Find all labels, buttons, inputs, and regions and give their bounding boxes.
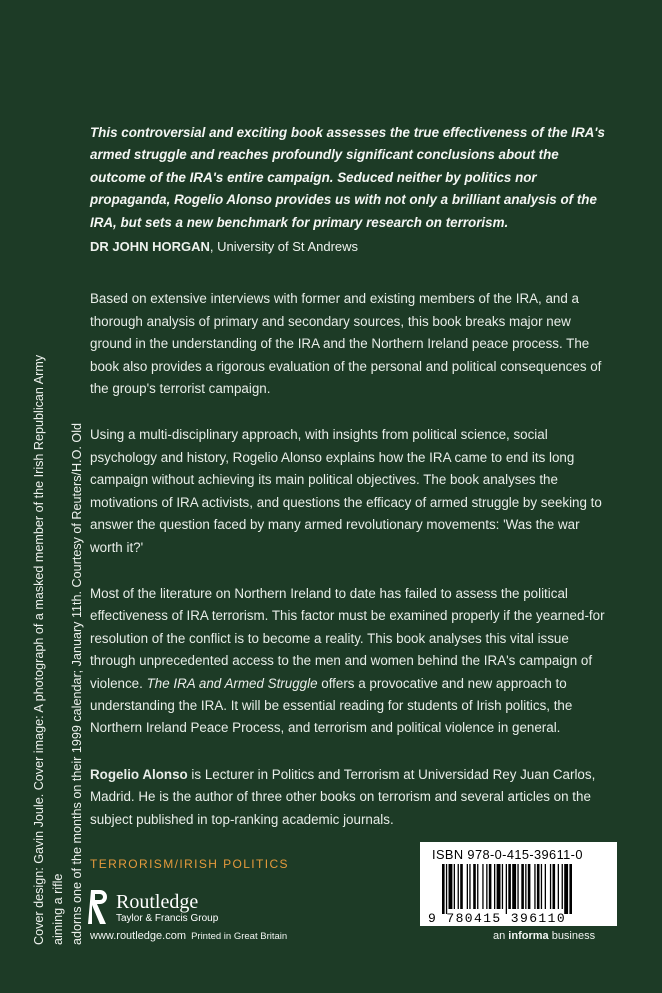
barcode-bar xyxy=(521,864,524,909)
informa-credit xyxy=(493,930,595,942)
barcode-bar xyxy=(446,864,447,914)
printed-in: Printed in Great Britain xyxy=(191,931,288,942)
back-cover-text xyxy=(90,122,615,875)
barcode-bar xyxy=(458,864,459,909)
barcode-bar xyxy=(494,864,495,909)
publisher-website xyxy=(90,930,287,942)
website-url: www.routledge.com xyxy=(90,930,186,942)
barcode-bar xyxy=(469,864,470,909)
description-p3-end: offers a provocative and new approach to understanding the IRA. It will be essential reading for students of Irish politics, the Northern Ireland Peace Process, and terrorism and political violence in general. xyxy=(90,675,573,736)
book-title: The IRA and Armed Struggle xyxy=(146,675,318,691)
endorser-affiliation: , University of St Andrews xyxy=(209,239,359,255)
barcode-bar xyxy=(454,864,455,909)
description-paragraph-1: Based on extensive interviews with former and existing members of the IRA, and a thorough analysis of primary and secondary sources, this book breaks major new ground in the understanding of the IRA and the Northern Ireland peace process. The book also provides a rigorous evaluation of the personal and political consequences of the group's terrorist campaign. xyxy=(90,291,602,397)
author-name: Rogelio Alonso xyxy=(90,766,188,782)
description-paragraph-3 xyxy=(90,583,615,740)
barcode-bar xyxy=(482,864,483,909)
barcode-bar xyxy=(569,864,572,914)
author-bio-text: is Lecturer in Politics and Terrorism at Universidad Rey Juan Carlos, Madrid. He is the author of three other books on terrorism and several articles on the subject published in top-ranking academic journals. xyxy=(90,766,596,827)
barcode-bar xyxy=(467,864,468,909)
barcode-bar xyxy=(562,864,563,909)
informa-suffix: business xyxy=(548,930,596,942)
barcode-bar xyxy=(525,864,526,909)
barcode-bars xyxy=(420,842,617,926)
barcode-bar xyxy=(558,864,559,909)
barcode-digits: 9 780415 396110 xyxy=(428,911,567,926)
isbn-label: ISBN 978-0-415-39611-0 xyxy=(432,847,583,862)
endorsement-quote: This controversial and exciting book assesses the true effectiveness of the IRA's armed struggle and reaches profoundly significant conclusions about the outcome of the IRA's entire campaign. Seduced neither by politics nor propaganda, Rogelio Alonso provides us with not only a brilliant analysis of the IRA, but sets a new benchmark for primary research on terrorism. xyxy=(90,125,605,230)
barcode-bar xyxy=(541,864,542,909)
barcode-bar xyxy=(497,864,501,909)
cover-credits xyxy=(30,325,87,945)
barcode-bar xyxy=(550,864,551,909)
publisher-group: Taylor & Francis Group xyxy=(116,912,219,924)
credit-line-2: adorns one of the months on their 1999 calendar; January 11th. Courtesy of Reuters/H.O. Old xyxy=(70,422,84,945)
routledge-r-icon xyxy=(88,888,110,928)
author-bio xyxy=(90,764,615,831)
barcode-bar xyxy=(537,864,540,909)
routledge-logo xyxy=(88,888,218,928)
barcode-bar xyxy=(534,864,535,909)
informa-brand: informa xyxy=(508,930,549,942)
endorser-name: DR JOHN HORGAN xyxy=(90,239,210,255)
barcode-bar xyxy=(449,864,453,909)
endorser xyxy=(90,236,615,258)
barcode-bar xyxy=(502,864,503,909)
barcode-bar xyxy=(506,864,507,914)
barcode-bar xyxy=(508,864,511,909)
description-paragraph-2: Using a multi-disciplinary approach, with insights from political science, social psychology and history, Rogelio Alonso explains how the IRA came to end its long campaign without achieving its main political objectives. The book analyses the motivations of IRA activists, and questions the efficacy of armed struggle by seeking to answer the question faced by many armed revolutionary movements: 'Was the war worth it?' xyxy=(90,427,602,555)
credit-line-1: Cover design: Gavin Joule. Cover image: A photograph of a masked member of the Irish Republican Army aiming a rifle xyxy=(32,354,65,945)
barcode-bar xyxy=(545,864,546,909)
barcode xyxy=(420,842,617,926)
barcode-bar xyxy=(486,864,487,909)
description-p3-start: Most of the literature on Northern Ireland to date has failed to assess the political effectiveness of IRA terrorism. This factor must be examined properly if the yearned-for resolution of the conflict is to become a reality. This book analyses this vital issue through unprecedented access to the men and women behind the IRA's campaign of violence. xyxy=(90,585,605,691)
barcode-bar xyxy=(517,864,518,909)
barcode-bar xyxy=(564,864,568,914)
barcode-bar xyxy=(489,864,492,909)
publisher-name: Routledge xyxy=(116,890,199,913)
barcode-bar xyxy=(460,864,463,909)
barcode-bar xyxy=(528,864,531,909)
barcode-bar xyxy=(553,864,556,909)
barcode-bar xyxy=(442,864,445,914)
informa-prefix: an xyxy=(493,930,509,942)
barcode-bar xyxy=(477,864,478,909)
barcode-bar xyxy=(473,864,476,909)
barcode-bar xyxy=(512,864,516,909)
subject-category: TERRORISM/IRISH POLITICS xyxy=(90,856,289,871)
